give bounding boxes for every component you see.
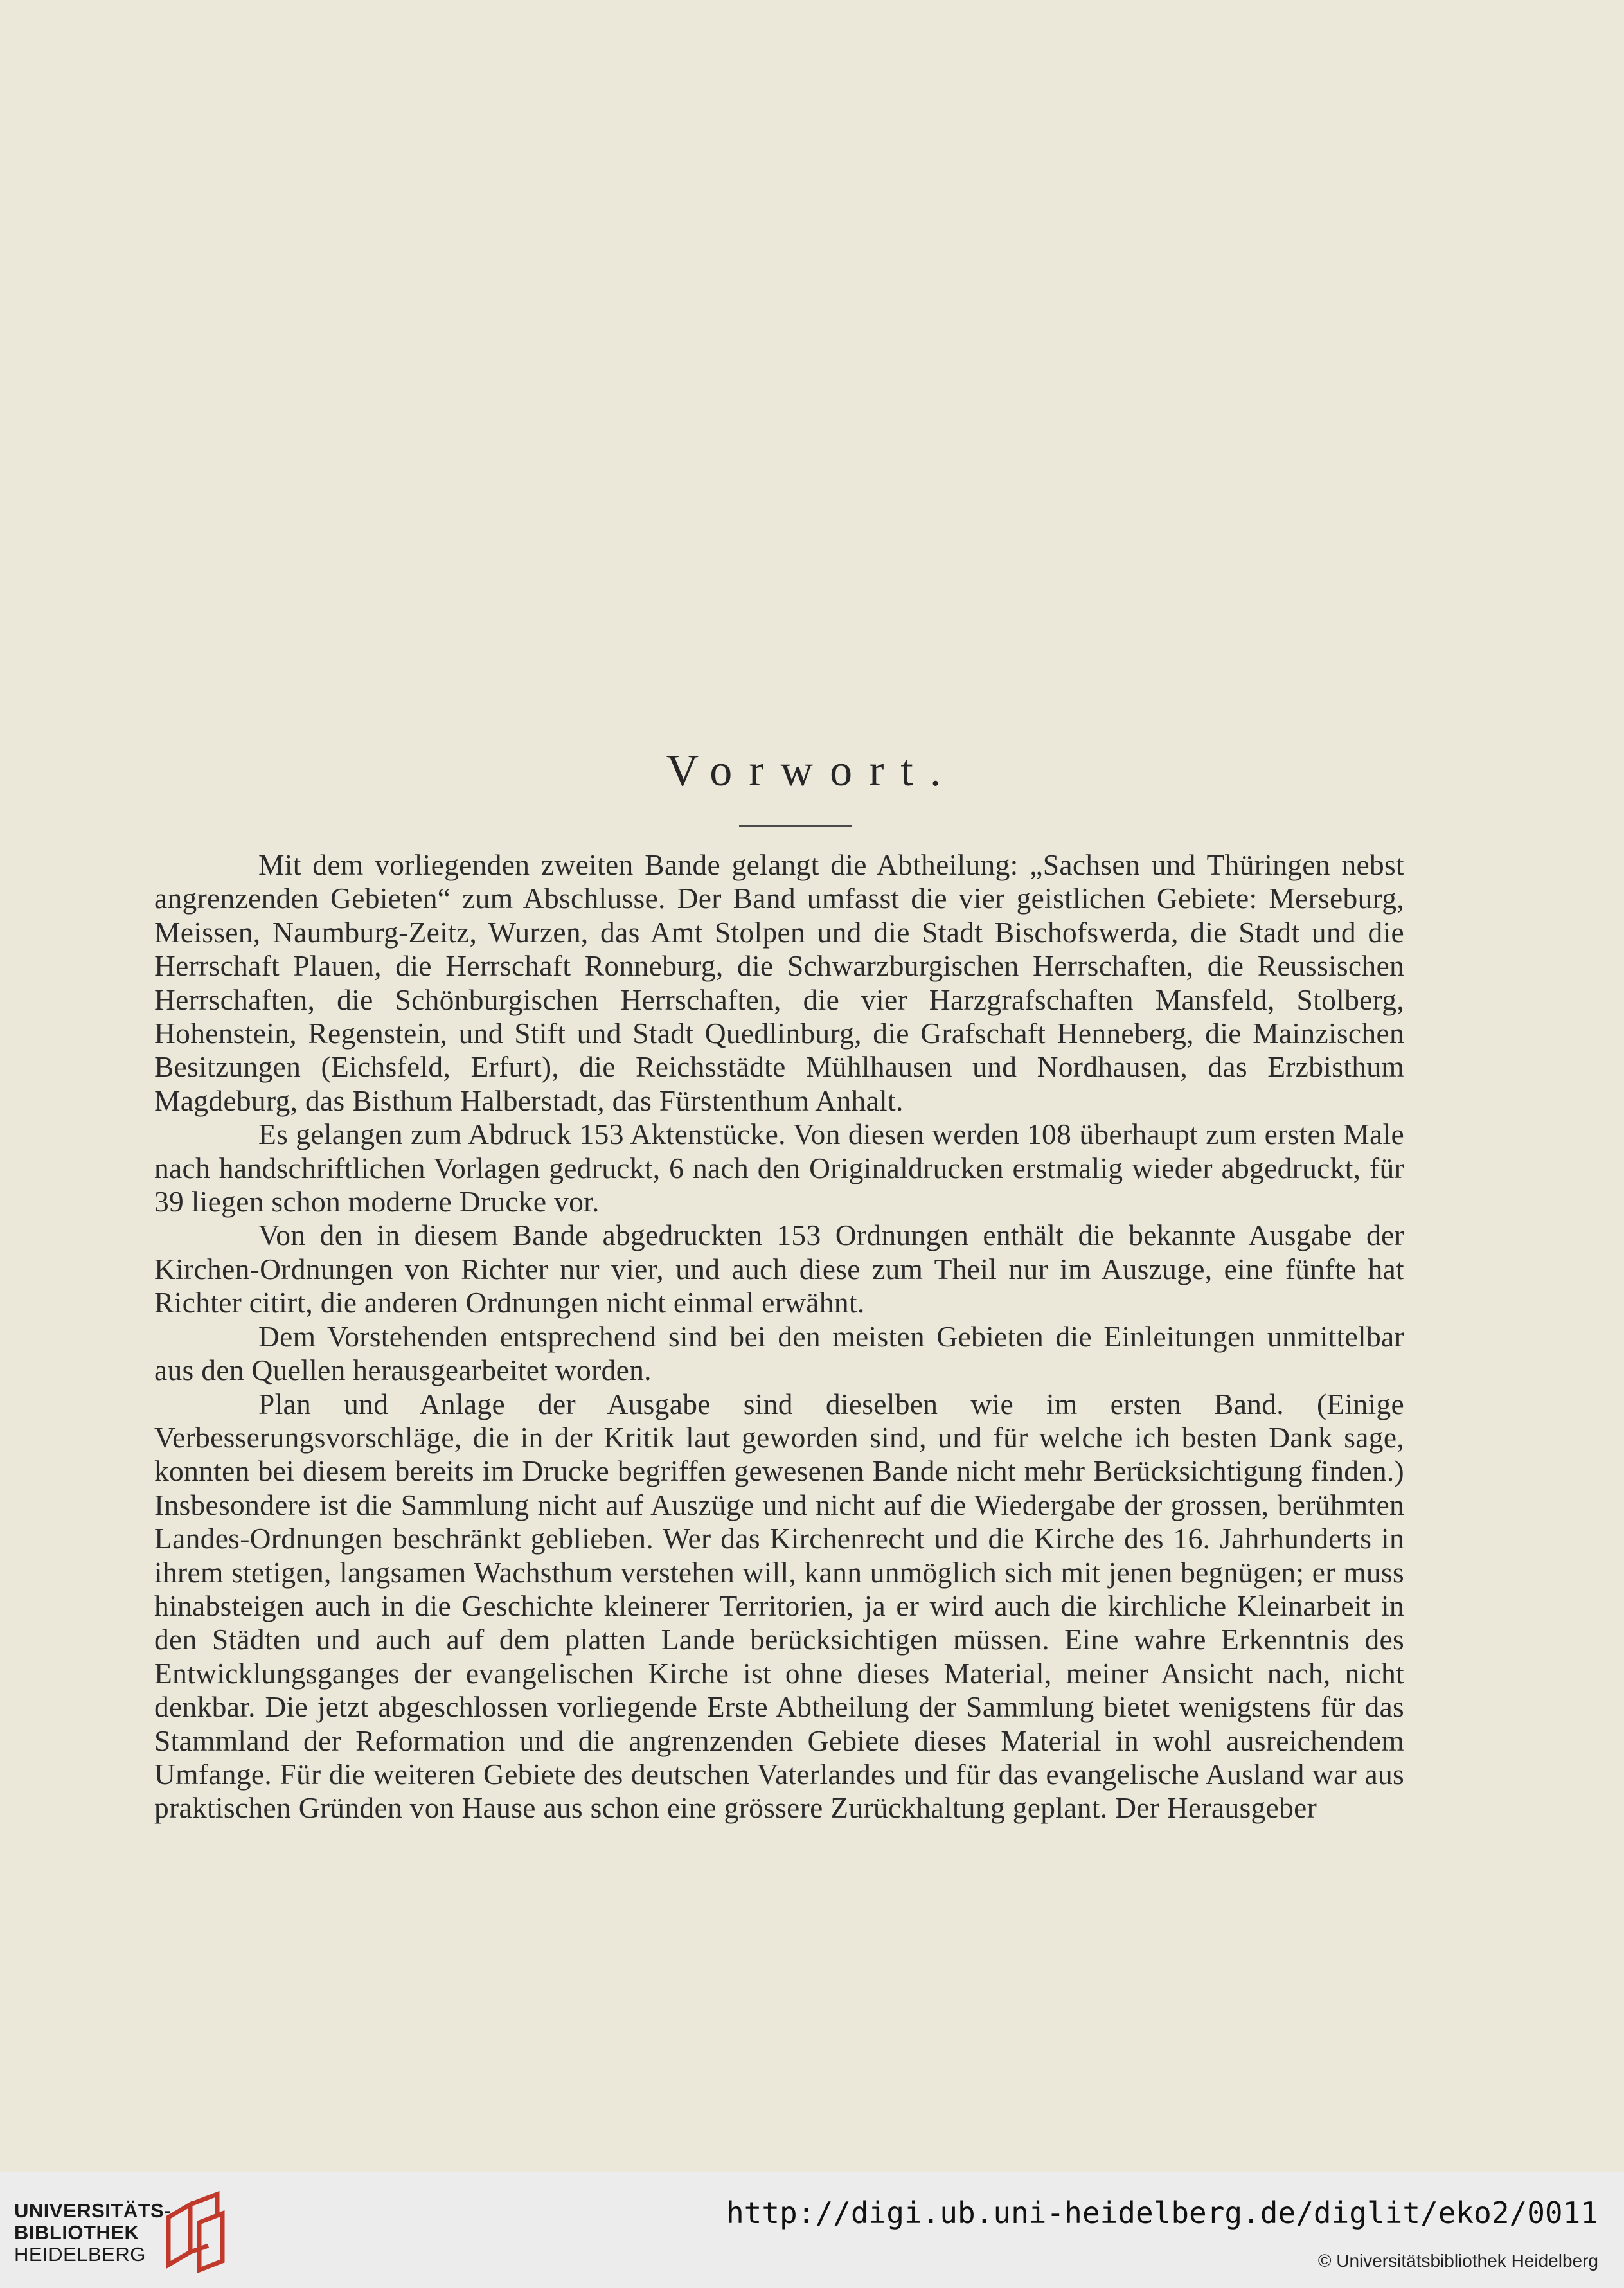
title-divider (739, 825, 852, 827)
logo-line-3: HEIDELBERG (14, 2243, 146, 2266)
logo-line-1: UNIVERSITÄTS- (14, 2199, 172, 2222)
paragraph-3: Von den in diesem Bande abgedruckten 153 Ordnungen enthält die bekannte Ausgabe der Kirchen-Ordnungen von Richter nur vier, und auch diese zum Theil nur im Auszuge, eine fünfte hat Richter citirt, die anderen Ordnungen nicht einmal erwähnt. (154, 1219, 1404, 1319)
library-footer (0, 2172, 1624, 2288)
paragraph-1: Mit dem vorliegenden zweiten Bande gelangt die Abtheilung: „Sachsen und Thüringen nebst angrenzenden Gebieten“ zum Abschlusse. Der Band umfasst die vier geistlichen Gebiete: Merseburg, Meissen, Naumburg-Zeitz, Wurzen, das Amt Stolpen und die Stadt Bischofswerda, die Stadt und die Herrschaft Plauen, die Herrschaft Ronneburg, die Schwarzburgischen Herrschaften, die Reussischen Herrschaften, die Schönburgischen Herrschaften, die vier Harzgrafschaften Mansfeld, Stolberg, Hohenstein, Regenstein, und Stift und Stadt Quedlinburg, die Grafschaft Henneberg, die Mainzischen Besitzungen (Eichsfeld, Erfurt), die Reichsstädte Mühlhausen und Nordhausen, das Erzbisthum Magdeburg, das Bisthum Halberstadt, das Fürstenthum Anhalt. (154, 848, 1404, 1117)
paragraph-5: Plan und Anlage der Ausgabe sind dieselben wie im ersten Band. (Einige Verbesserungsvorschläge, die in der Kritik laut geworden sind, und für welche ich besten Dank sage, konnten bei diesem bereits im Drucke begriffen gewesenen Bande nicht mehr Berücksichtigung finden.) Insbesondere ist die Sammlung nicht auf Auszüge und nicht auf die Wiedergabe der grossen, berühmten Landes-Ordnungen beschränkt geblieben. Wer das Kirchenrecht und die Kirche des 16. Jahrhunderts in ihrem stetigen, langsamen Wachsthum verstehen will, kann unmöglich sich mit jenen begnügen; er muss hinabsteigen auch in die Geschichte kleinerer Territorien, ja er wird auch die kirchliche Kleinarbeit in den Städten und auch auf dem platten Lande berücksichtigen müssen. Eine wahre Erkenntnis des Entwicklungsganges der evangelischen Kirche ist ohne dieses Material, meiner Ansicht nach, nicht denkbar. Die jetzt abgeschlossen vorliegende Erste Abtheilung der Sammlung bietet wenigstens für das Stammland der Reformation und die angrenzenden Gebiete dieses Material in wohl ausreichendem Umfange. Für die weiteren Gebiete des deutschen Vaterlandes und für das evangelische Ausland war aus praktischen Gründen von Hause aus schon eine grössere Zurückhaltung geplant. Der Herausgeber (154, 1387, 1404, 1825)
document-url[interactable]: http://digi.ub.uni-heidelberg.de/diglit/eko2/0011 (726, 2195, 1598, 2230)
paragraph-4: Dem Vorstehenden entsprechend sind bei den meisten Gebieten die Einleitungen unmittelbar aus den Quellen herausgearbeitet worden. (154, 1319, 1404, 1387)
library-logo-icon (161, 2189, 228, 2274)
paragraph-2: Es gelangen zum Abdruck 153 Aktenstücke. Von diesen werden 108 überhaupt zum ersten Male nach handschriftlichen Vorlagen gedruckt, 6 nach den Originaldrucken erstmalig wieder abgedruckt, für 39 liegen schon moderne Drucke vor. (154, 1118, 1404, 1219)
page-title: Vorwort. (666, 746, 958, 796)
copyright-notice: © Universitätsbibliothek Heidelberg (1317, 2251, 1598, 2271)
logo-line-2: BIBLIOTHEK (14, 2221, 139, 2244)
library-logo-text (14, 2200, 171, 2266)
preface-body (154, 848, 1404, 1825)
